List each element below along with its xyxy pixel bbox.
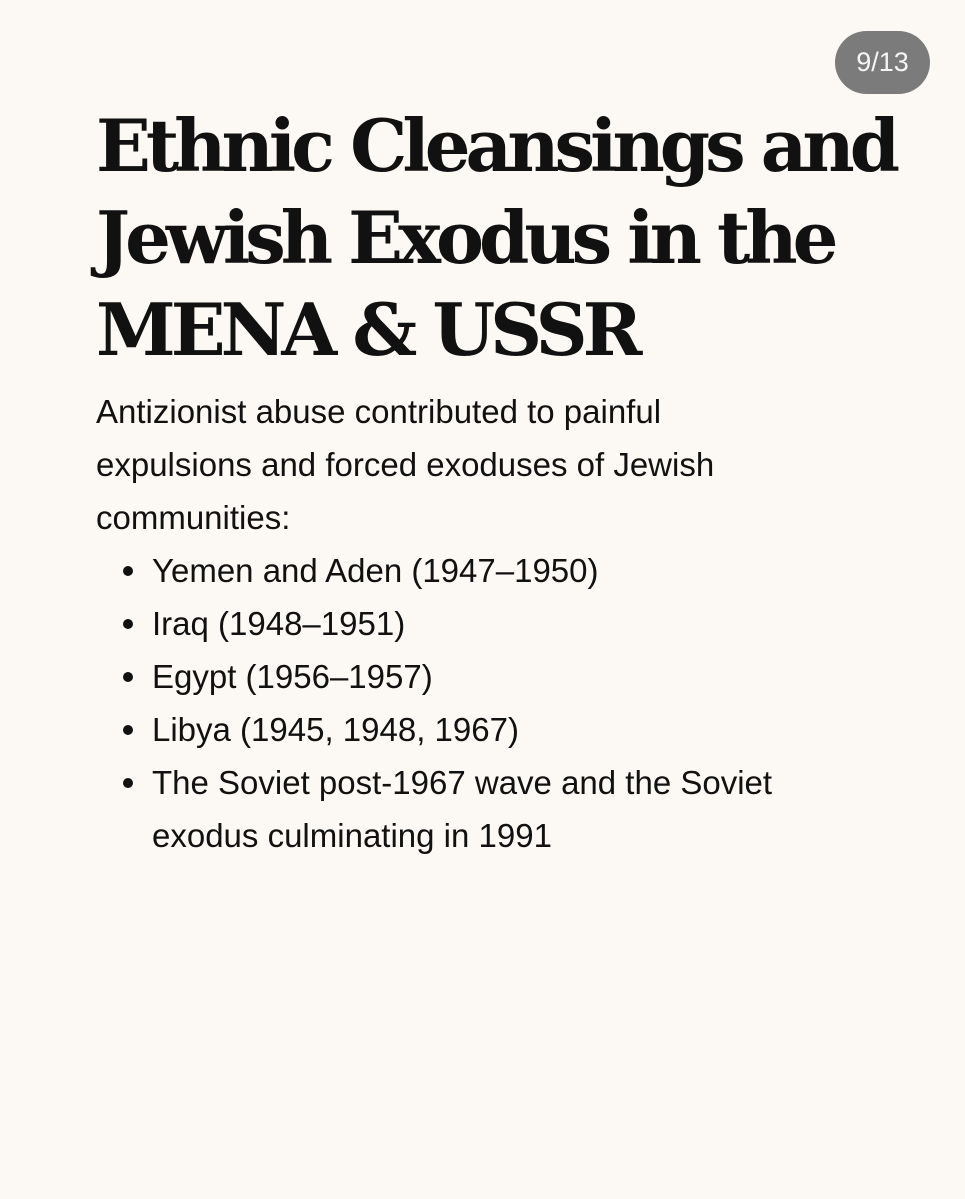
list-item-text: Libya (1945, 1948, 1967) xyxy=(152,711,519,748)
slide-title xyxy=(96,100,896,376)
bullet-dot-icon xyxy=(123,725,133,735)
list-item-text: Egypt (1956–1957) xyxy=(152,658,433,695)
list-item-text: exodus culminating in 1991 xyxy=(152,817,552,854)
list-item-text: Yemen and Aden (1947–1950) xyxy=(152,552,599,589)
bullet-dot-icon xyxy=(123,778,133,788)
intro-line: communities: xyxy=(96,499,291,536)
list-item-text: The Soviet post-1967 wave and the Soviet xyxy=(152,764,773,801)
list-item xyxy=(96,650,916,703)
intro-line: Antizionist abuse contributed to painful xyxy=(96,393,662,430)
bullet-dot-icon xyxy=(123,672,133,682)
slide-title-line: Jewish Exodus in the xyxy=(96,195,834,280)
intro-paragraph xyxy=(96,385,916,544)
slide-title-line: Ethnic Cleansings and xyxy=(96,103,896,188)
page-counter-badge: 9/13 xyxy=(835,31,930,94)
list-item xyxy=(96,597,916,650)
bullet-dot-icon xyxy=(123,619,133,629)
exodus-list xyxy=(96,544,916,862)
list-item xyxy=(96,544,916,597)
list-item xyxy=(96,703,916,756)
bullet-dot-icon xyxy=(123,566,133,576)
list-item xyxy=(96,756,916,862)
slide-title-line: MENA & USSR xyxy=(96,287,638,372)
list-item-text: Iraq (1948–1951) xyxy=(152,605,406,642)
intro-line: expulsions and forced exoduses of Jewish xyxy=(96,446,715,483)
